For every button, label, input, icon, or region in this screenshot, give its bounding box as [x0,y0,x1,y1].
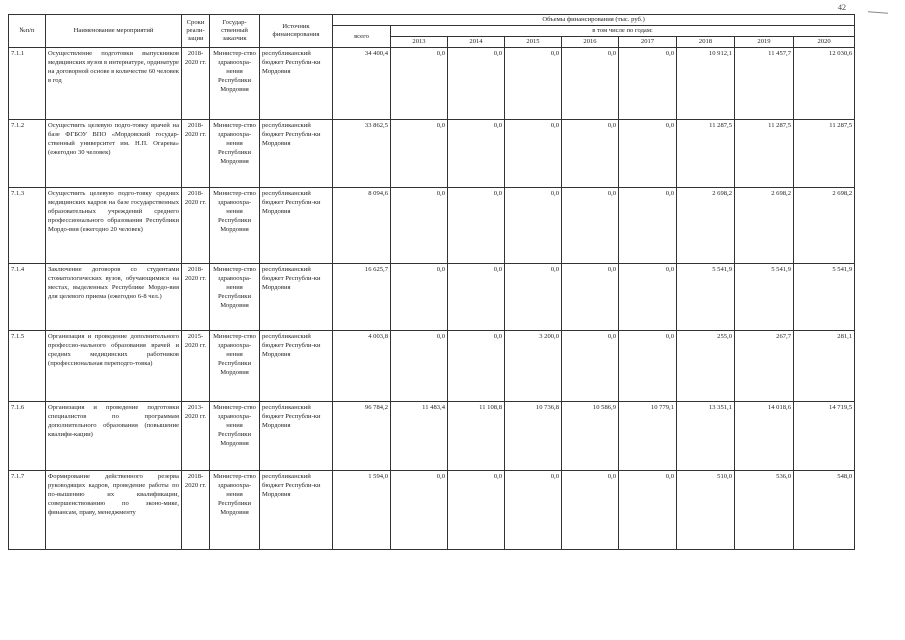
total-value: 4 003,8 [333,331,391,402]
year-value: 3 200,0 [505,331,562,402]
year-value: 0,0 [505,188,562,264]
measure-name: Формирование действенного резерва руководящих кадров, проведение работы по по-вышению их квалификации, совершенствованию по эконо-мике, финансам, праву, менеджменту [46,471,182,550]
financing-table [8,14,855,550]
measure-name: Осуществить целевую подго-товку врачей на базе ФГБОУ ВПО «Мордовский государ-ственный университет им. Н.П. Огарева» (ежегодно 30 человек) [46,120,182,188]
year-value: 0,0 [562,120,619,188]
year-value: 11 287,5 [794,120,855,188]
year-value: 2 698,2 [735,188,794,264]
table-row [9,264,855,331]
year-value: 255,0 [677,331,735,402]
year-value: 548,0 [794,471,855,550]
year-value: 10 736,8 [505,402,562,471]
state-customer: Министер-ство здравоохра-нения Республики Мордовия [210,264,260,331]
total-value: 8 094,6 [333,188,391,264]
year-value: 10 779,1 [619,402,677,471]
funding-source: республиканский бюджет Республи-ки Мордовия [260,120,333,188]
header-volumes: Объемы финансирования (тыс. руб.) [333,15,855,26]
measure-name: Организация и проведение дополнительного профессио-нального образования врачей и средних медицинских работников (профессиональная переподго-товка) [46,331,182,402]
header-year: 2016 [562,37,619,48]
funding-source: республиканский бюджет Республи-ки Мордовия [260,48,333,120]
funding-source: республиканский бюджет Республи-ки Мордовия [260,471,333,550]
table-row [9,48,855,120]
implementation-term: 2018-2020 гг. [182,471,210,550]
year-value: 0,0 [619,48,677,120]
year-value: 11 483,4 [391,402,448,471]
state-customer: Министер-ство здравоохра-нения Республики Мордовия [210,471,260,550]
year-value: 12 030,6 [794,48,855,120]
year-value: 281,1 [794,331,855,402]
total-value: 96 784,2 [333,402,391,471]
year-value: 0,0 [562,264,619,331]
measure-name: Заключение договоров со студентами стоматологических вузов, обучающимися на местах, выделенных Республике Мордо-вия для целевого приема (ежегодно 6-8 чел.) [46,264,182,331]
year-value: 0,0 [619,188,677,264]
funding-source: республиканский бюджет Республи-ки Мордовия [260,331,333,402]
year-value: 0,0 [391,188,448,264]
year-value: 0,0 [391,331,448,402]
measure-name: Осуществить целевую подго-товку средних медицинских кадров на базе государственных образовательных учреждений среднего профессионального образования Республики Мордо-вия (ежегодно 20 человек) [46,188,182,264]
year-value: 267,7 [735,331,794,402]
state-customer: Министер-ство здравоохра-нения Республики Мордовия [210,402,260,471]
corner-mark [868,11,888,13]
table-row [9,188,855,264]
year-value: 10 912,1 [677,48,735,120]
funding-source: республиканский бюджет Республи-ки Мордовия [260,188,333,264]
year-value: 0,0 [391,48,448,120]
year-value: 5 541,9 [677,264,735,331]
implementation-term: 2018-2020 гг. [182,188,210,264]
year-value: 11 287,5 [677,120,735,188]
implementation-term: 2018-2020 гг. [182,48,210,120]
year-value: 0,0 [562,48,619,120]
total-value: 33 862,5 [333,120,391,188]
year-value: 0,0 [619,264,677,331]
year-value: 0,0 [505,48,562,120]
table-row [9,402,855,471]
total-value: 1 594,0 [333,471,391,550]
year-value: 14 018,6 [735,402,794,471]
year-value: 0,0 [505,120,562,188]
table-row [9,331,855,402]
header-name: Наименование мероприятий [46,15,182,48]
row-number: 7.1.2 [9,120,46,188]
header-by-years: в том числе по годам: [391,26,855,37]
year-value: 11 287,5 [735,120,794,188]
year-value: 0,0 [619,471,677,550]
header-year: 2019 [735,37,794,48]
row-number: 7.1.7 [9,471,46,550]
total-value: 34 400,4 [333,48,391,120]
table-row [9,120,855,188]
year-value: 0,0 [448,48,505,120]
year-value: 10 586,9 [562,402,619,471]
measure-name: Осуществление подготовки выпускников медицинских вузов в интернатуре, ординатуре на договорной основе в количестве 60 человек в год [46,48,182,120]
header-executor: Государ-ственный заказчик [210,15,260,48]
year-value: 13 351,1 [677,402,735,471]
year-value: 14 719,5 [794,402,855,471]
year-value: 0,0 [505,471,562,550]
header-row-1 [9,15,855,26]
header-year: 2018 [677,37,735,48]
state-customer: Министер-ство здравоохра-нения Республики Мордовия [210,188,260,264]
funding-source: республиканский бюджет Республи-ки Мордовия [260,264,333,331]
year-value: 0,0 [505,264,562,331]
measure-name: Организация и проведение подготовки специалистов по программам дополнительного образования (повышение квалифи-кации) [46,402,182,471]
year-value: 510,0 [677,471,735,550]
table-row [9,471,855,550]
year-value: 0,0 [448,264,505,331]
header-year: 2014 [448,37,505,48]
row-number: 7.1.1 [9,48,46,120]
year-value: 0,0 [391,471,448,550]
year-value: 0,0 [391,264,448,331]
implementation-term: 2018-2020 гг. [182,120,210,188]
header-source: Источник финансирования [260,15,333,48]
header-year: 2013 [391,37,448,48]
year-value: 2 698,2 [677,188,735,264]
row-number: 7.1.4 [9,264,46,331]
year-value: 0,0 [448,471,505,550]
year-value: 0,0 [619,120,677,188]
implementation-term: 2018-2020 гг. [182,264,210,331]
implementation-term: 2015-2020 гг. [182,331,210,402]
funding-source: республиканский бюджет Республи-ки Мордовия [260,402,333,471]
year-value: 0,0 [391,120,448,188]
header-term: Сроки реали-зации [182,15,210,48]
header-num: №п/п [9,15,46,48]
state-customer: Министер-ство здравоохра-нения Республики Мордовия [210,48,260,120]
year-value: 11 457,7 [735,48,794,120]
total-value: 16 625,7 [333,264,391,331]
year-value: 0,0 [448,188,505,264]
row-number: 7.1.3 [9,188,46,264]
year-value: 5 541,9 [735,264,794,331]
implementation-term: 2013-2020 гг. [182,402,210,471]
page-number: 42 [838,3,846,12]
year-value: 536,0 [735,471,794,550]
header-total: всего [333,26,391,48]
year-value: 0,0 [562,188,619,264]
state-customer: Министер-ство здравоохра-нения Республики Мордовия [210,120,260,188]
header-year: 2015 [505,37,562,48]
year-value: 5 541,9 [794,264,855,331]
year-value: 0,0 [562,331,619,402]
year-value: 0,0 [619,331,677,402]
year-value: 0,0 [448,331,505,402]
year-value: 0,0 [562,471,619,550]
state-customer: Министер-ство здравоохра-нения Республики Мордовия [210,331,260,402]
year-value: 11 108,8 [448,402,505,471]
row-number: 7.1.6 [9,402,46,471]
header-year: 2017 [619,37,677,48]
year-value: 2 698,2 [794,188,855,264]
row-number: 7.1.5 [9,331,46,402]
year-value: 0,0 [448,120,505,188]
header-year: 2020 [794,37,855,48]
